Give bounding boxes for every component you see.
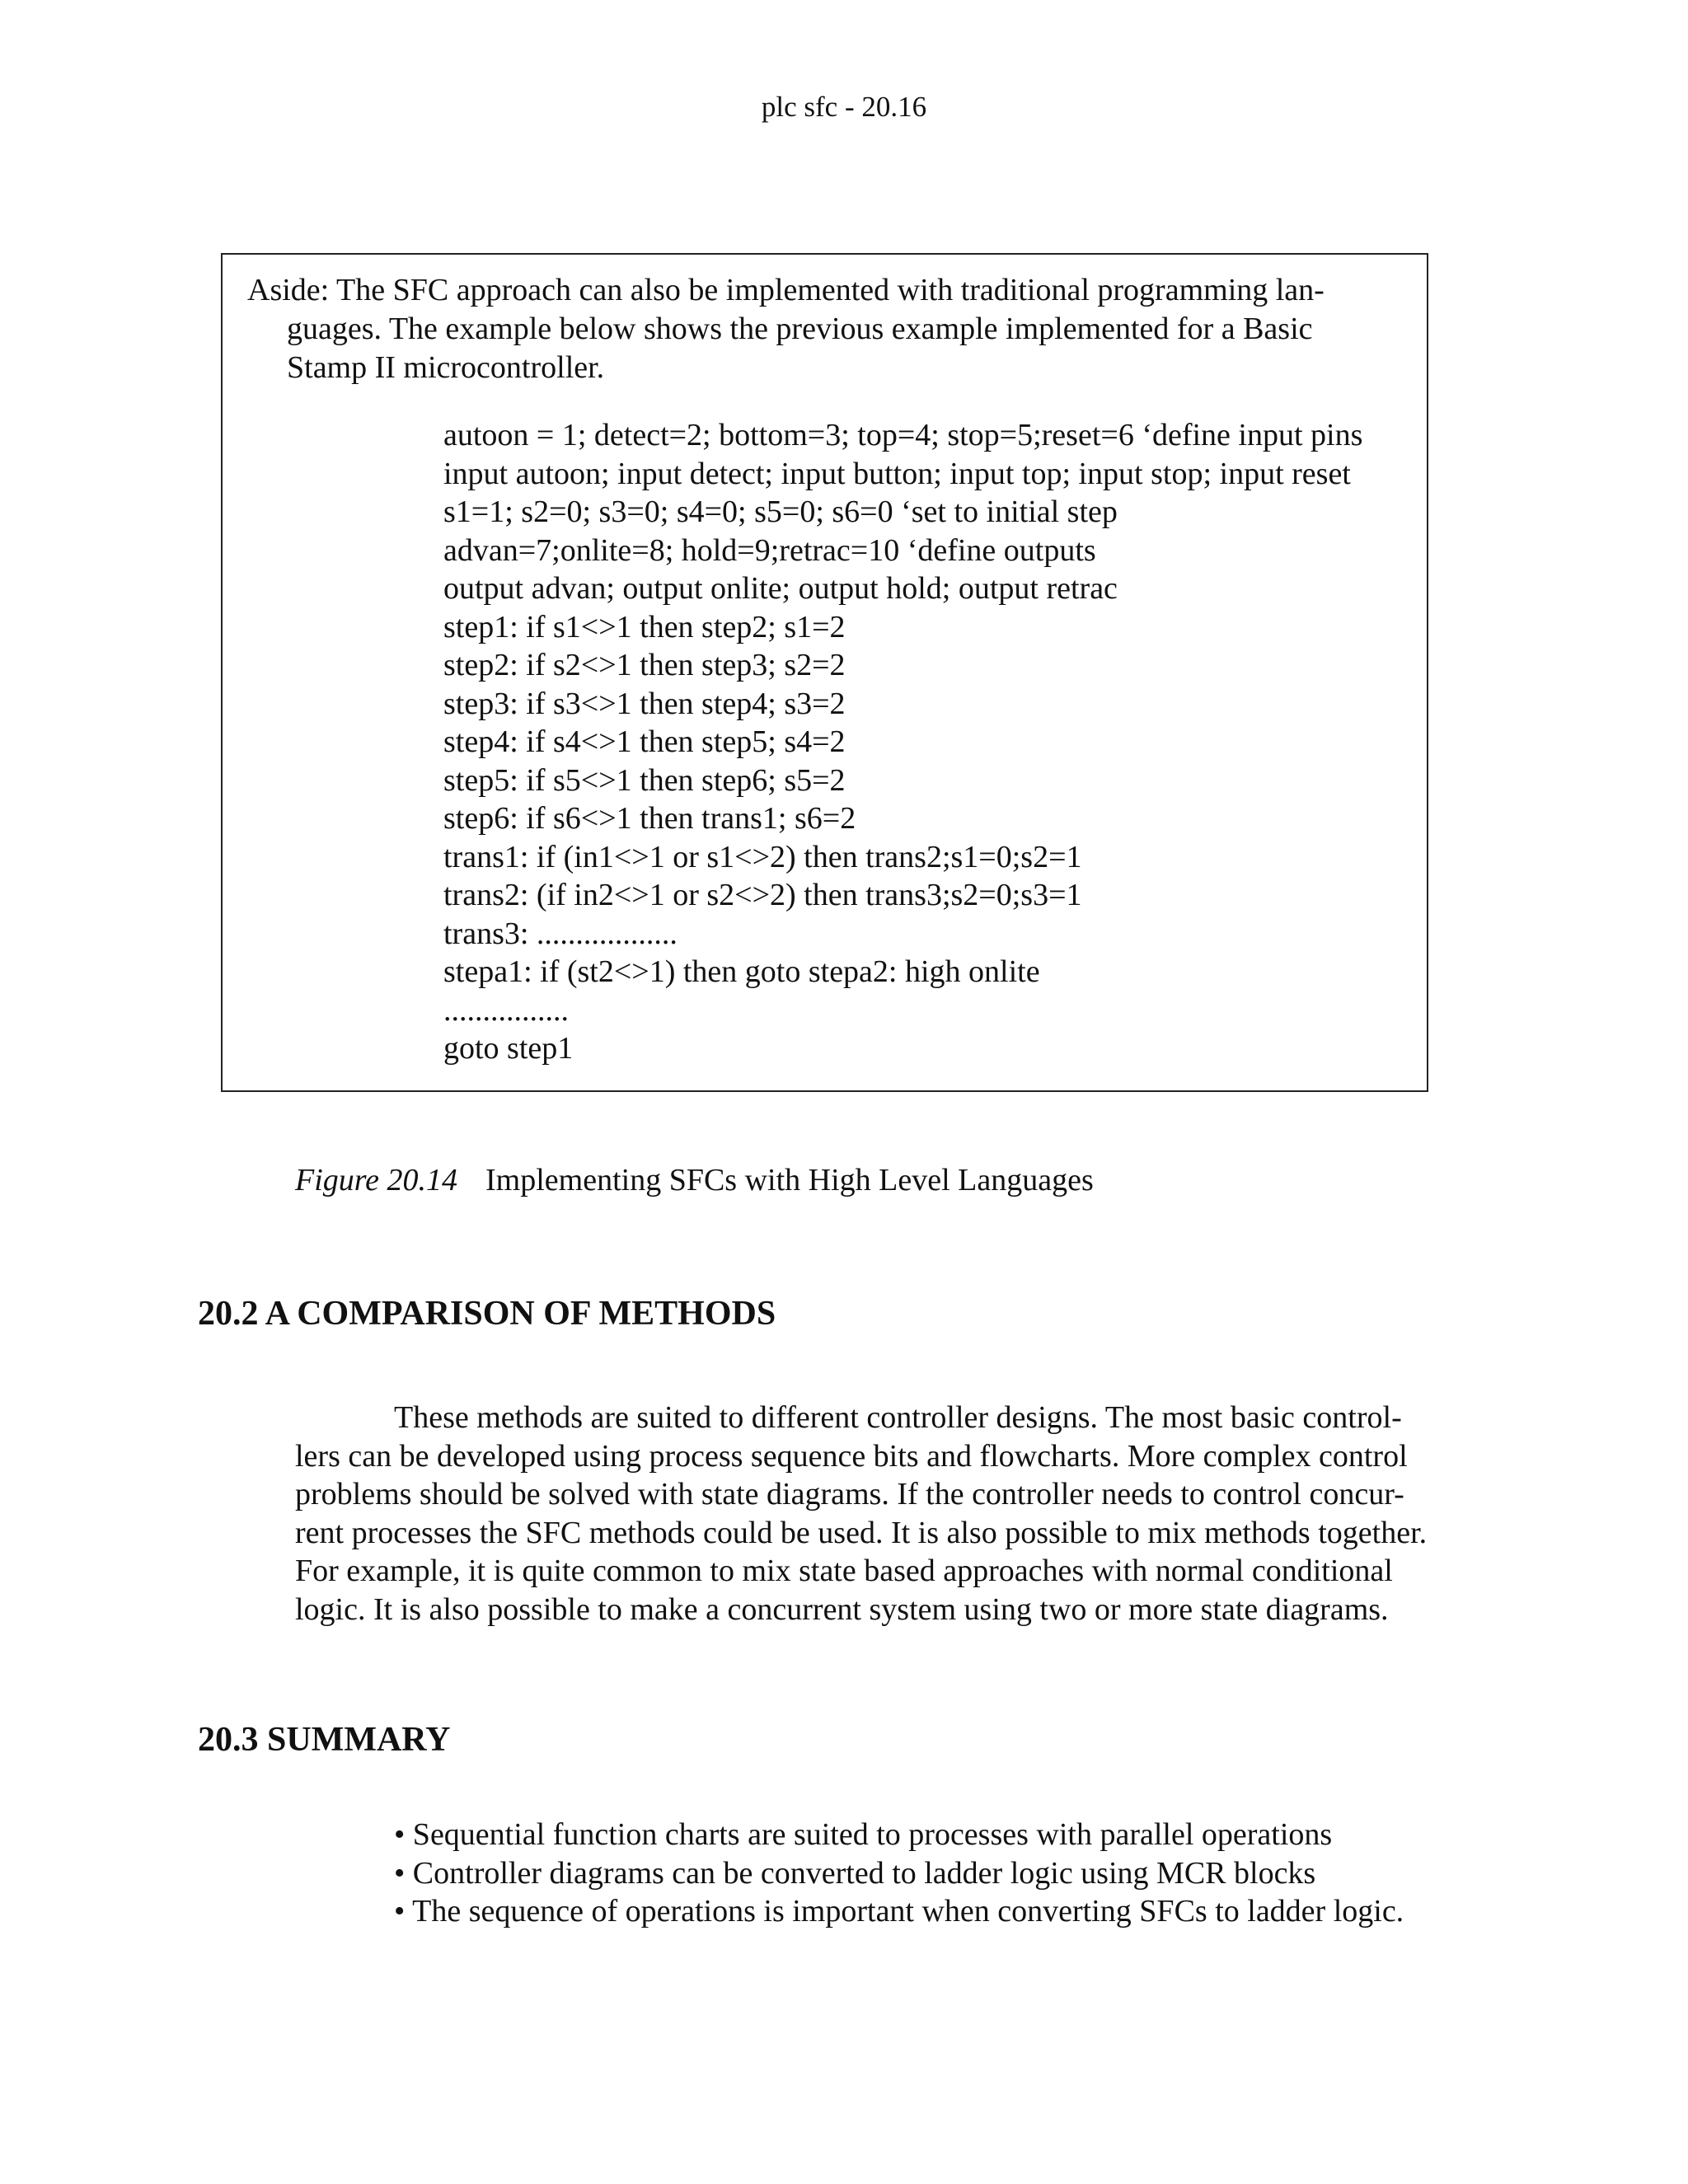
- section-heading-comparison: 20.2 A COMPARISON OF METHODS: [198, 1295, 776, 1333]
- aside-intro: [247, 271, 1401, 387]
- list-item: • Controller diagrams can be converted to ladder logic using MCR blocks: [394, 1855, 1316, 1891]
- figure-caption: [295, 1160, 1094, 1200]
- code-line: step2: if s2<>1 then step3; s2=2: [443, 648, 846, 682]
- section-heading-summary: 20.3 SUMMARY: [198, 1721, 451, 1759]
- code-line: step6: if s6<>1 then trans1; s6=2: [443, 801, 856, 836]
- comparison-paragraph: [295, 1399, 1482, 1629]
- code-line: step5: if s5<>1 then step6; s5=2: [443, 762, 846, 798]
- aside-box: [221, 253, 1428, 1092]
- code-line: autoon = 1; detect=2; bottom=3; top=4; stop=5;reset=6 ‘define input pins: [443, 418, 1363, 452]
- code-line: advan=7;onlite=8; hold=9;retrac=10 ‘define outputs: [443, 532, 1096, 568]
- paragraph-line: rent processes the SFC methods could be used. It is also possible to mix methods together.: [295, 1515, 1428, 1550]
- figure-title: Implementing SFCs with High Level Languages: [485, 1163, 1094, 1197]
- summary-list: [394, 1816, 1404, 1931]
- paragraph-line: For example, it is quite common to mix state based approaches with normal conditional: [295, 1554, 1393, 1588]
- paragraph-line: problems should be solved with state diagrams. If the controller needs to control concur-: [295, 1477, 1404, 1511]
- code-line: trans3: ..................: [443, 916, 678, 951]
- code-line: step1: if s1<>1 then step2; s1=2: [443, 609, 846, 644]
- aside-intro-line: guages. The example below shows the previous example implemented for a Basic: [287, 312, 1313, 346]
- code-line: ................: [443, 992, 569, 1028]
- figure-label: Figure 20.14: [295, 1163, 458, 1197]
- code-line: trans1: if (in1<>1 or s1<>2) then trans2;s1=0;s2=1: [443, 839, 1082, 874]
- code-line: stepa1: if (st2<>1) then goto stepa2: high onlite: [443, 954, 1040, 989]
- code-line: step3: if s3<>1 then step4; s3=2: [443, 686, 846, 721]
- aside-intro-line: Stamp II microcontroller.: [287, 350, 605, 385]
- code-line: output advan; output onlite; output hold; output retrac: [443, 571, 1118, 606]
- code-line: s1=1; s2=0; s3=0; s4=0; s5=0; s6=0 ‘set to initial step: [443, 494, 1118, 529]
- list-item: • Sequential function charts are suited to processes with parallel operations: [394, 1817, 1333, 1852]
- code-line: trans2: (if in2<>1 or s2<>2) then trans3;s2=0;s3=1: [443, 878, 1082, 912]
- paragraph-line: These methods are suited to different controller designs. The most basic control-: [394, 1400, 1402, 1435]
- aside-intro-line: Aside: The SFC approach can also be implemented with traditional programming lan-: [247, 273, 1325, 307]
- list-item: • The sequence of operations is important when converting SFCs to ladder logic.: [394, 1894, 1404, 1929]
- page-header: plc sfc - 20.16: [761, 91, 927, 123]
- code-line: input autoon; input detect; input button; input top; input stop; input reset: [443, 456, 1351, 491]
- code-listing: [443, 416, 1416, 1068]
- paragraph-line: logic. It is also possible to make a concurrent system using two or more state diagrams.: [295, 1591, 1389, 1627]
- code-line: step4: if s4<>1 then step5; s4=2: [443, 724, 846, 759]
- paragraph-line: lers can be developed using process sequence bits and flowcharts. More complex control: [295, 1438, 1408, 1474]
- code-line: goto step1: [443, 1031, 574, 1066]
